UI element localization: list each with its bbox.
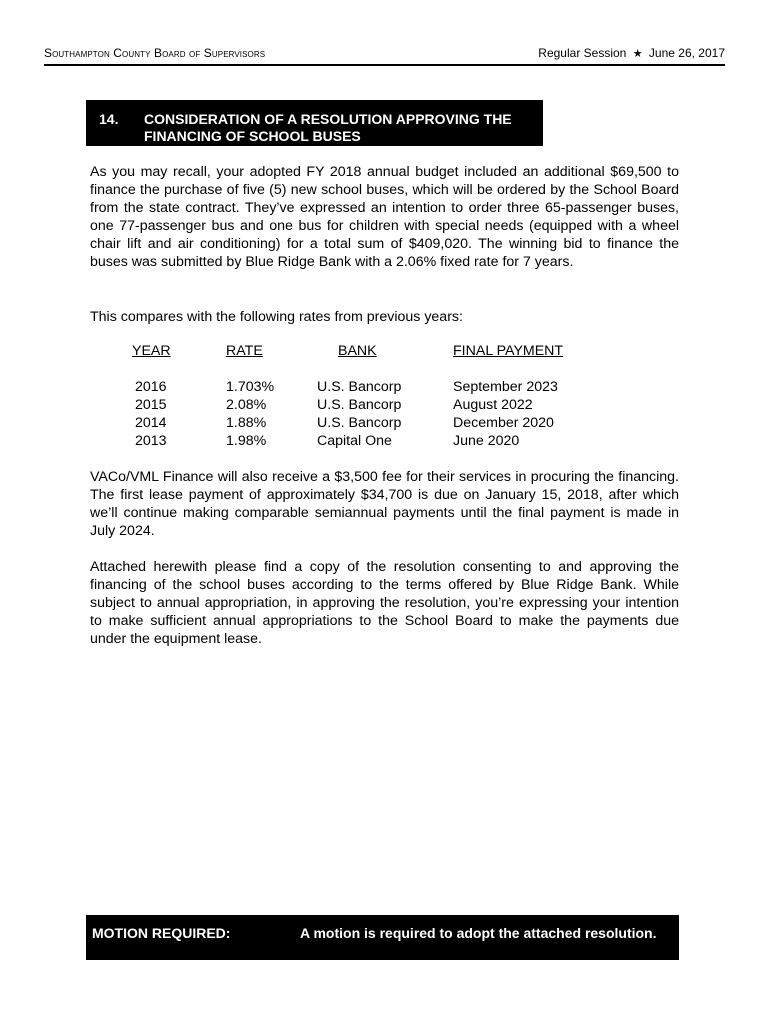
item-title: CONSIDERATION OF A RESOLUTION APPROVING THE FINANCING OF SCHOOL BUSES — [144, 111, 512, 144]
table-cell-bank: U.S. Bancorp — [317, 397, 402, 413]
table-cell-year: 2015 — [135, 397, 167, 413]
item-number: 14. — [99, 111, 119, 127]
motion-required-box — [86, 915, 679, 960]
table-header-bank: BANK — [338, 343, 377, 359]
header-date: June 26, 2017 — [648, 46, 725, 60]
paragraph-fee: VACo/VML Finance will also receive a $3,500 fee for their services in procuring the financing. The first lease payment of approximately $34,700 is due on January 15, 2018, after which we’ll continue making comparable semiannual payments until the final payment is made in July 2024. — [90, 469, 679, 539]
table-cell-bank: U.S. Bancorp — [317, 415, 402, 431]
header-org: Southampton County Board of Supervisors — [44, 46, 266, 60]
page-header — [44, 46, 725, 66]
table-header-year: YEAR — [132, 343, 171, 359]
table-cell-bank: U.S. Bancorp — [317, 379, 402, 395]
star-icon: ★ — [632, 48, 643, 60]
motion-label: MOTION REQUIRED: — [92, 925, 231, 941]
table-row — [90, 414, 679, 432]
paragraph-compare: This compares with the following rates from previous years: — [90, 309, 463, 325]
table-cell-final-payment: June 2020 — [453, 433, 520, 449]
header-session-date — [538, 46, 725, 61]
table-row — [90, 396, 679, 414]
table-row — [90, 378, 679, 396]
table-cell-final-payment: August 2022 — [453, 397, 533, 413]
table-row — [90, 432, 679, 450]
table-cell-bank: Capital One — [317, 433, 392, 449]
paragraph-budget: As you may recall, your adopted FY 2018 annual budget included an additional $69,500 to finance the purchase of five (5) new school buses, which will be ordered by the School Board from the state contract. They’ve expressed an intention to order three 65-passenger buses, one 77-passenger bus and one bus for children with special needs (equipped with a wheel chair lift and air conditioning) for a total sum of $409,020. The winning bid to finance the buses was submitted by Blue Ridge Bank with a 2.06% fixed rate for 7 years. — [90, 164, 679, 270]
header-session: Regular Session — [538, 46, 627, 60]
table-cell-year: 2014 — [135, 415, 167, 431]
table-header-row — [90, 342, 679, 360]
motion-text: A motion is required to adopt the attached resolution. — [300, 925, 657, 941]
table-cell-rate: 1.98% — [226, 433, 267, 449]
table-cell-final-payment: September 2023 — [453, 379, 558, 395]
table-cell-rate: 2.08% — [226, 397, 267, 413]
paragraph-resolution: Attached herewith please find a copy of the resolution consenting to and approving the financing of the school buses according to the terms offered by Blue Ridge Bank. While subject to annual appropriation, in approving the resolution, you’re expressing your intention to make sufficient annual appropriations to the School Board to make the payments due under the equipment lease. — [90, 559, 679, 647]
table-cell-rate: 1.703% — [226, 379, 275, 395]
item-title-box — [86, 100, 543, 146]
table-header-rate: RATE — [226, 343, 263, 359]
table-cell-year: 2016 — [135, 379, 167, 395]
table-cell-final-payment: December 2020 — [453, 415, 554, 431]
table-header-final-payment: FINAL PAYMENT — [453, 343, 564, 359]
table-cell-rate: 1.88% — [226, 415, 267, 431]
table-cell-year: 2013 — [135, 433, 167, 449]
